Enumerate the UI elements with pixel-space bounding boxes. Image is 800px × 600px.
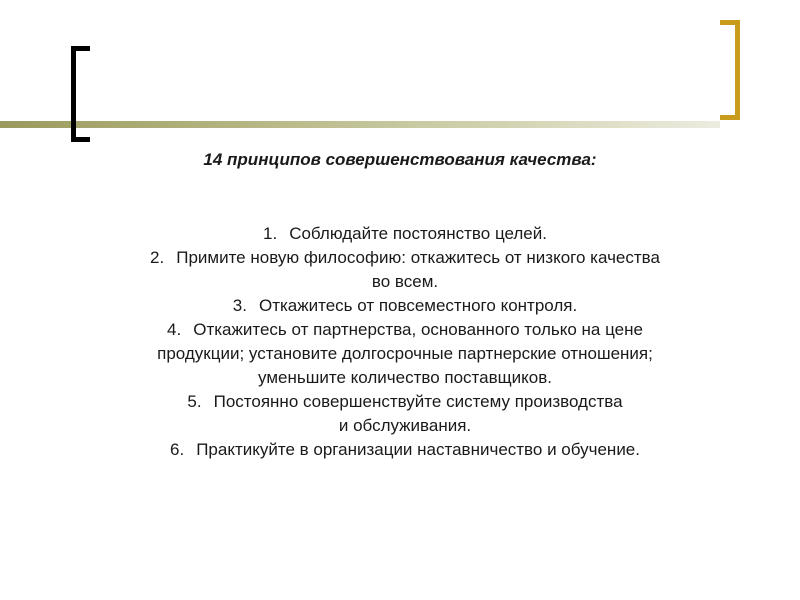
principles-list bbox=[60, 222, 750, 462]
item-number: 4. bbox=[167, 320, 182, 339]
decorative-band bbox=[0, 121, 720, 128]
right-bracket-decoration bbox=[720, 20, 740, 120]
item-text: Откажитесь от партнерства, основанного только на цене bbox=[193, 320, 643, 339]
item-number: 6. bbox=[170, 440, 185, 459]
item-number: 1. bbox=[263, 224, 278, 243]
item-text-continued: во всем. bbox=[371, 272, 439, 291]
list-item bbox=[60, 390, 750, 438]
slide-heading: 14 принципов совершенствования качества: bbox=[203, 150, 597, 169]
left-bracket-decoration bbox=[71, 46, 90, 142]
item-number: 3. bbox=[232, 296, 247, 315]
list-item bbox=[60, 222, 750, 246]
list-item bbox=[60, 438, 750, 462]
item-text: Примите новую философию: откажитесь от низкого качества bbox=[176, 248, 660, 267]
item-text-continued: продукции; установите долгосрочные партнерские отношения; bbox=[157, 344, 653, 363]
item-text: Соблюдайте постоянство целей. bbox=[289, 224, 547, 243]
list-item bbox=[60, 294, 750, 318]
item-text: Откажитесь от повсеместного контроля. bbox=[258, 296, 578, 315]
list-item bbox=[60, 246, 750, 294]
item-text: Постоянно совершенствуйте систему производства bbox=[213, 392, 623, 411]
item-text: Практикуйте в организации наставничество и обучение. bbox=[196, 440, 640, 459]
item-number: 5. bbox=[187, 392, 202, 411]
list-item bbox=[60, 318, 750, 390]
item-text-continued: и обслуживания. bbox=[338, 416, 472, 435]
item-number: 2. bbox=[150, 248, 165, 267]
item-text-continued: уменьшите количество поставщиков. bbox=[258, 368, 552, 387]
